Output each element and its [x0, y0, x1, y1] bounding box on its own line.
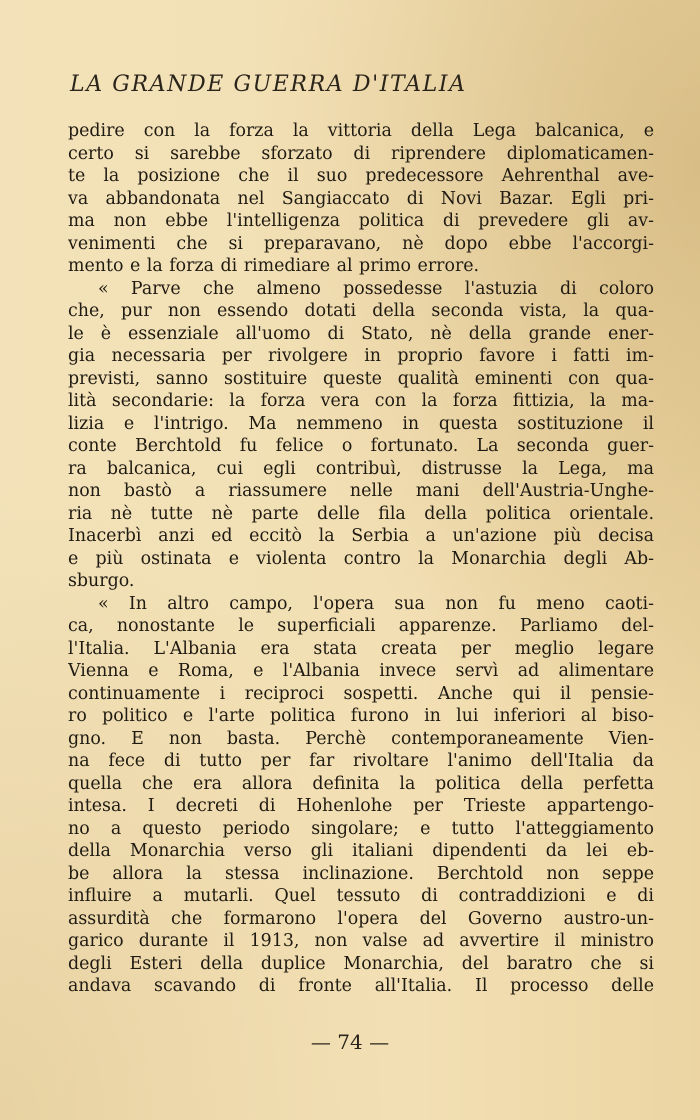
- running-head: LA GRANDE GUERRA D'ITALIA: [70, 72, 467, 97]
- text-line: intesa. I decreti di Hohenlohe per Trieste appartengo-: [68, 796, 654, 816]
- text-line: assurdità che formarono l'opera del Governo austro-un-: [68, 908, 654, 929]
- text-line: previsti, sanno sostituire queste qualità eminenti con qua-: [68, 368, 654, 389]
- text-line: ca, nonostante le superficiali apparenze. Parliamo del-: [68, 616, 654, 636]
- text-line: no a questo periodo singolare; e tutto l'atteggiamento: [68, 818, 654, 839]
- text-line: che, pur non essendo dotati della seconda vista, la qua-: [68, 301, 654, 321]
- text-line: della Monarchia verso gli italiani dipendenti da lei eb-: [68, 841, 654, 861]
- text-line: Inacerbì anzi ed eccitò la Serbia a un'azione più decisa: [68, 526, 654, 546]
- text-line: « In altro campo, l'opera sua non fu meno caoti-: [98, 593, 654, 614]
- text-line: quella che era allora definita la politica della perfetta: [68, 773, 654, 794]
- text-line: garico durante il 1913, non valse ad avvertire il ministro: [68, 931, 654, 951]
- text-line: te la posizione che il suo predecessore Aehrenthal ave-: [68, 166, 654, 186]
- text-line: e più ostinata e violenta contro la Monarchia degli Ab-: [68, 548, 654, 569]
- text-line: ro politico e l'arte politica furono in lui inferiori al biso-: [68, 706, 654, 726]
- text-line: lità secondarie: la forza vera con la forza fittizia, la ma-: [68, 391, 654, 411]
- text-line: sburgo.: [68, 571, 135, 591]
- text-line: ria nè tutte nè parte delle fila della politica orientale.: [68, 503, 654, 524]
- text-line: ra balcanica, cui egli contribuì, distrusse la Lega, ma: [68, 458, 654, 479]
- text-line: be allora la stessa inclinazione. Berchtold non seppe: [68, 863, 654, 884]
- text-line: certo si sarebbe sforzato di riprendere diplomaticamen-: [68, 143, 654, 164]
- text-line: le è essenziale all'uomo di Stato, nè della grande ener-: [68, 323, 654, 344]
- text-line: mento e la forza di rimediare al primo errore.: [68, 256, 480, 276]
- text-line: Vienna e Roma, e l'Albania invece servì ad alimentare: [68, 661, 654, 681]
- text-line: gno. E non basta. Perchè contemporaneamente Vien-: [68, 728, 654, 749]
- text-line: influire a mutarli. Quel tessuto di contraddizioni e di: [68, 886, 654, 906]
- text-line: degli Esteri della duplice Monarchia, del baratro che si: [68, 953, 654, 974]
- text-line: conte Berchtold fu felice o fortunato. La seconda guer-: [68, 436, 654, 456]
- text-line: non bastò a riassumere nelle mani dell'Austria-Unghe-: [68, 481, 654, 501]
- text-line: continuamente i reciproci sospetti. Anche qui il pensie-: [68, 683, 654, 704]
- page-number: — 74 —: [310, 1030, 390, 1054]
- body-text: [68, 120, 654, 998]
- text-line: l'Italia. L'Albania era stata creata per meglio legare: [68, 638, 654, 659]
- text-line: pedire con la forza la vittoria della Lega balcanica, e: [68, 121, 654, 141]
- text-line: va abbandonata nel Sangiaccato di Novi Bazar. Egli pri-: [68, 188, 654, 209]
- text-line: « Parve che almeno possedesse l'astuzia di coloro: [98, 278, 654, 299]
- text-line: venimenti che si preparavano, nè dopo ebbe l'accorgi-: [68, 233, 654, 254]
- text-line: gia necessaria per rivolgere in proprio favore i fatti im-: [68, 346, 654, 366]
- text-line: na fece di tutto per far rivoltare l'animo dell'Italia da: [68, 751, 654, 771]
- text-line: andava scavando di fronte all'Italia. Il processo delle: [68, 976, 654, 996]
- text-line: ma non ebbe l'intelligenza politica di prevedere gli av-: [68, 211, 654, 231]
- text-line: lizia e l'intrigo. Ma nemmeno in questa sostituzione il: [68, 413, 654, 434]
